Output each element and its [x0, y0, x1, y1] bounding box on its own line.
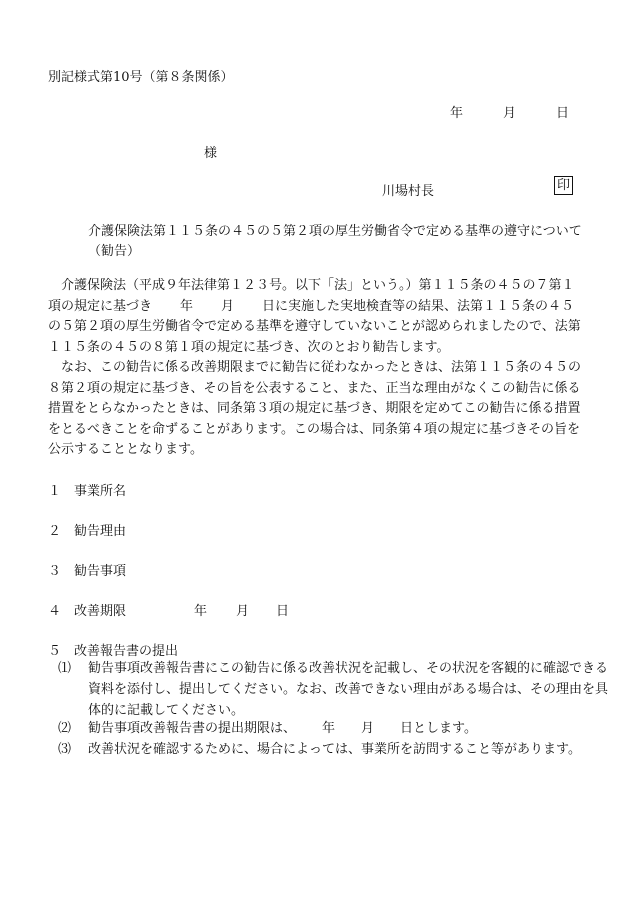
item-label: 勧告理由	[74, 524, 127, 539]
item-number: ５	[48, 644, 62, 659]
paragraph-1-part2: 日に実施した実地検査等の結果、法第１１５条の４５の５第２項の厚生労働省令で定める基準を遵守していないことが認められましたので、法第１１５条の４５の８第１項の規定に基づき、次のとおり勧告します。	[48, 298, 581, 355]
item-number: １	[48, 484, 62, 499]
subitem-year: 年	[322, 721, 336, 736]
item-5	[48, 640, 178, 659]
issuer-name: 川場村長	[382, 184, 435, 199]
subitem-text-a: 勧告事項改善報告書の提出期限は、	[88, 721, 297, 736]
paragraph-1	[48, 276, 584, 358]
subitem-text-b: 日とします。	[400, 721, 478, 736]
item-number: ３	[48, 564, 62, 579]
subitem-marker: ⑶	[58, 742, 72, 757]
paragraph-1-part1: 介護保険法（平成９年法律第１２３号。以下「法」という。）第１１５条の４５の７第１項の規定に基づき	[48, 278, 575, 314]
item-label: 勧告事項	[74, 564, 127, 579]
item-label: 改善期限	[74, 604, 127, 619]
subitem-marker: ⑴	[58, 661, 72, 676]
paragraph-2: なお、この勧告に係る改善期限までに勧告に従わなかったときは、法第１１５条の４５の８第２項の規定に基づき、その旨を公表すること、また、正当な理由がなくこの勧告に係る措置をとらなかったときは、同条第３項の規定に基づき、期限を定めてこの勧告に係る措置をとるべきことを命ずることがあります。この場合は、同条第４項の規定に基づきその旨を公示することとなります。	[48, 360, 582, 457]
subitem-month: 月	[361, 721, 375, 736]
seal-mark: 印	[554, 176, 573, 195]
paragraph-1-year: 年	[180, 298, 194, 314]
subitem-2	[58, 718, 614, 739]
date-month-label: 月	[503, 106, 517, 121]
item-label: 改善報告書の提出	[74, 644, 179, 659]
item-number: ４	[48, 604, 62, 619]
item-2	[48, 520, 126, 539]
subitem-3	[58, 739, 614, 760]
item-4	[48, 600, 348, 619]
form-number: 別記様式第10号（第８条関係）	[48, 70, 234, 85]
item-number: ２	[48, 524, 62, 539]
addressee-suffix: 様	[204, 146, 218, 161]
date-day-label: 日	[556, 106, 570, 121]
item-3	[48, 560, 126, 579]
document-title: 介護保険法第１１５条の４５の５第２項の厚生労働省令で定める基準の遵守について（勧告）	[88, 224, 582, 259]
item-1	[48, 480, 126, 499]
subitem-1	[58, 658, 614, 721]
subitem-marker: ⑵	[58, 721, 72, 736]
paragraph-1-month: 月	[221, 298, 235, 314]
deadline-day-label: 日	[276, 604, 290, 619]
deadline-year-label: 年	[194, 604, 208, 619]
deadline-month-label: 月	[236, 604, 250, 619]
date-year-label: 年	[450, 106, 464, 121]
subitem-text: 改善状況を確認するために、場合によっては、事業所を訪問すること等があります。	[88, 742, 581, 757]
item-label: 事業所名	[74, 484, 127, 499]
subitem-text: 勧告事項改善報告書にこの勧告に係る改善状況を記載し、その状況を客観的に確認できる資料を添付し、提出してください。なお、改善できない理由がある場合は、その理由を具体的に記載してください。	[88, 661, 609, 718]
